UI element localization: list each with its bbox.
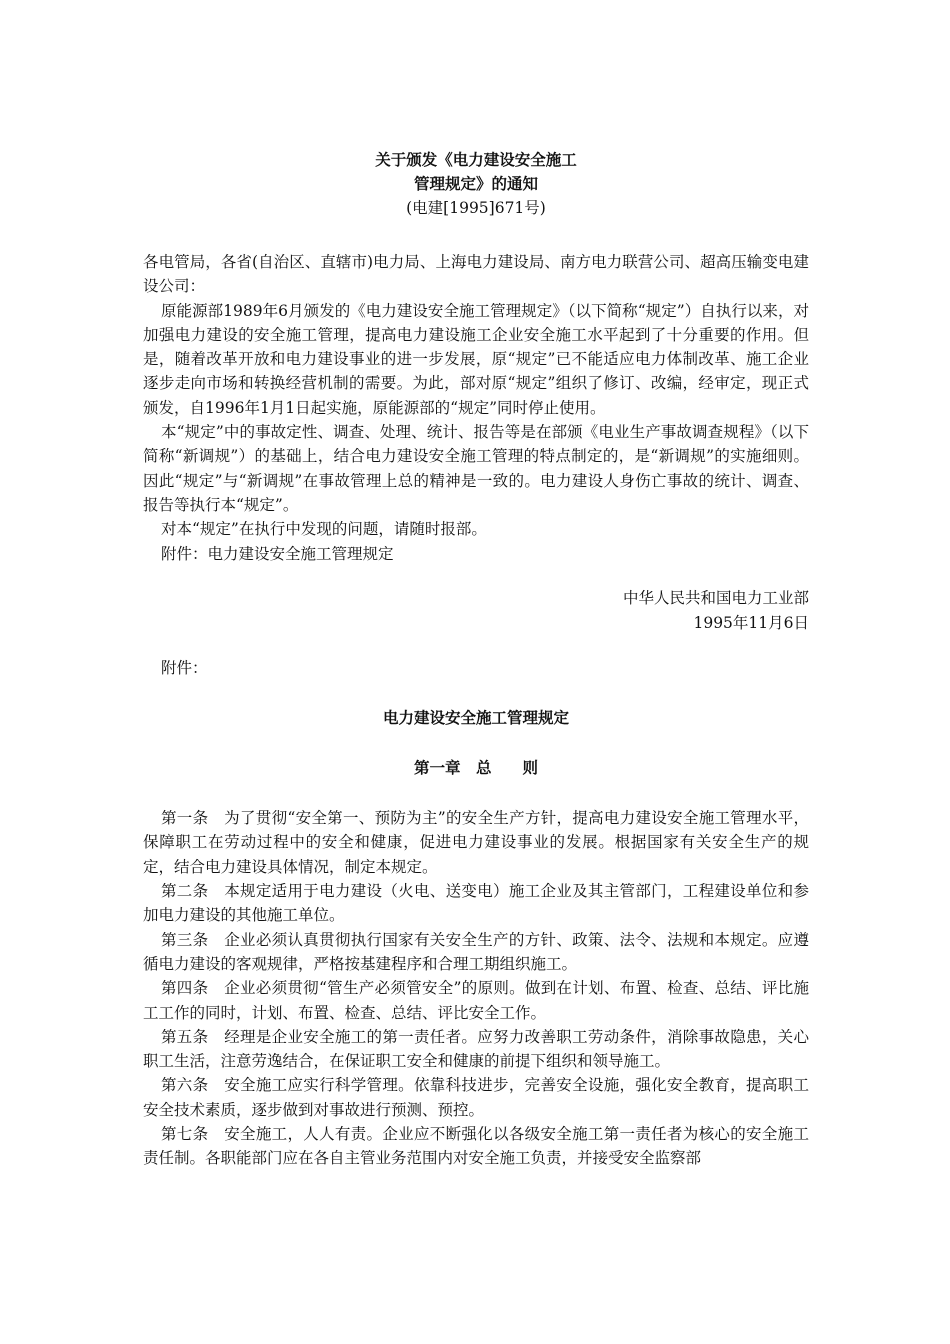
signature-date: 1995年11月6日: [693, 613, 809, 632]
doc-number: (电建[1995]671号): [406, 199, 546, 217]
notice-title-line1: 关于颁发《电力建设安全施工: [375, 150, 577, 169]
chapter-heading: 第一章 总 则: [413, 758, 538, 778]
letter-paragraph-4: 附件：电力建设安全施工管理规定: [161, 544, 394, 563]
article-7: 第七条 安全施工，人人有责。企业应不断强化以各级安全施工第一责任者为核心的安全施工责任制。各职能部门应在各自主管业务范围内对安全施工负责，并接受安全监察部: [143, 1125, 809, 1168]
article-4: 第四条 企业必须贯彻“管生产必须管安全”的原则。做到在计划、布置、检查、总结、评比施工工作的同时，计划、布置、检查、总结、评比安全工作。: [143, 979, 809, 1022]
notice-title-line2: 管理规定》的通知: [413, 174, 538, 193]
regulation-title: 电力建设安全施工管理规定: [382, 708, 569, 728]
article-5: 第五条 经理是企业安全施工的第一责任者。应努力改善职工劳动条件，消除事故隐患，关心职工生活，注意劳逸结合，在保证职工安全和健康的前提下组织和领导施工。: [143, 1027, 809, 1071]
addressees: 各电管局，各省(自治区、直辖市)电力局、上海电力建设局、南方电力联营公司、超高压输变电建设公司：: [143, 253, 809, 296]
signature-org: 中华人民共和国电力工业部: [622, 588, 809, 607]
article-2: 第二条 本规定适用于电力建设（火电、送变电）施工企业及其主管部门，工程建设单位和参加电力建设的其他施工单位。: [143, 882, 809, 925]
article-1: 第一条 为了贯彻“安全第一、预防为主”的安全生产方针，提高电力建设安全施工管理水平，保障职工在劳动过程中的安全和健康，促进电力建设事业的发展。根据国家有关安全生产的规定，结合电力建设具体情况，制定本规定。: [143, 809, 809, 876]
article-3: 第三条 企业必须认真贯彻执行国家有关安全生产的方针、政策、法令、法规和本规定。应遵循电力建设的客观规律，严格按基建程序和合理工期组织施工。: [143, 930, 809, 973]
letter-paragraph-1: 原能源部1989年6月颁发的《电力建设安全施工管理规定》（以下简称“规定”）自执行以来，对加强电力建设的安全施工管理，提高电力建设施工企业安全施工水平起到了十分重要的作用。但是，随着改革开放和电力建设事业的进一步发展，原“规定”已不能适应电力体制改革、施工企业逐步走向市场和转换经营机制的需要。为此，部对原“规定”组织了修订、改编，经审定，现正式颁发，自1996年1月1日起实施，原能源部的“规定”同时停止使用。: [143, 301, 809, 417]
attachment-label: 附件：: [161, 658, 208, 677]
letter-paragraph-2: 本“规定”中的事故定性、调查、处理、统计、报告等是在部颁《电业生产事故调查规程》（以下简称“新调规”）的基础上，结合电力建设安全施工管理的特点制定的，是“新调规”的实施细则。因此“规定”与“新调规”在事故管理上总的精神是一致的。电力建设人身伤亡事故的统计、调查、报告等执行本“规定”。: [143, 423, 809, 514]
letter-paragraph-3: 对本“规定”在执行中发现的问题，请随时报部。: [161, 520, 487, 539]
document-page: [143, 148, 809, 1171]
article-6: 第六条 安全施工应实行科学管理。依靠科技进步，完善安全设施，强化安全教育，提高职工安全技术素质，逐步做到对事故进行预测、预控。: [143, 1076, 809, 1119]
